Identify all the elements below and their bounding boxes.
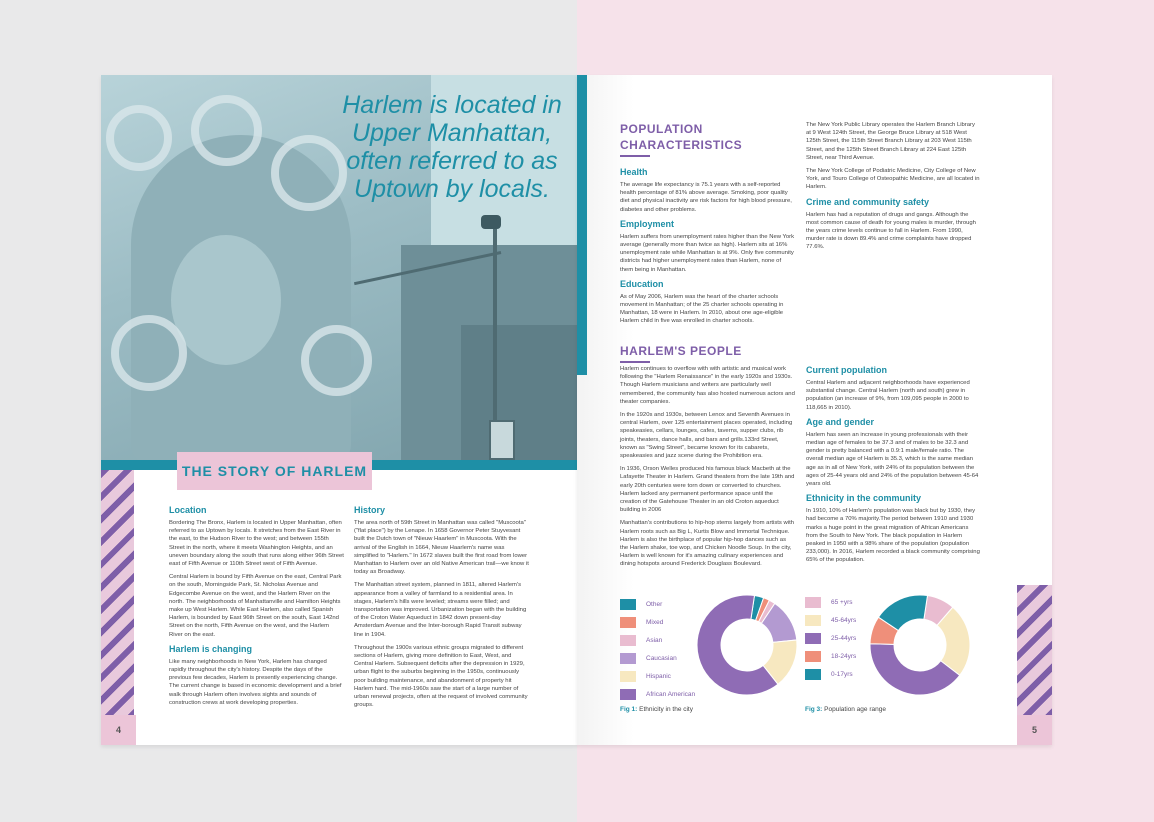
subheading: Location [169,505,207,515]
legend-label: African American [646,691,696,698]
body-paragraph: Harlem has seen an increase in young professionals with their median age of females to be 37.3 and of males to be 32.3 and gender is pretty balanced with a 0.9:1 male/female ratio. The overall median age of Harlem is 35.3, which is the same median age as in all of New York, with 24% of its population between the ages of 25-44 years old and 24% of the population between 45-64 years old. [806,431,979,488]
pull-quote: Harlem is located in Upper Manhattan, often referred to as Uptown by locals. [342,91,562,203]
right-column-4 [806,365,981,570]
age-donut-chart [865,590,975,700]
page-number: 4 [101,715,136,745]
right-column-1 [620,167,795,331]
fig1-caption: Fig 1: Ethnicity in the city [620,706,693,713]
right-page [577,75,1052,745]
legend-label: 18-24yrs [831,653,857,660]
body-paragraph: The average life expectancy is 75.1 years with a self-reported health percentage of 81% above average. Smoking, poor quality diet and physical inactivity are risk factors for high blood pressure, diabetes and other problems. [620,182,792,213]
subheading: Harlem is changing [169,643,253,654]
subheading: Employment [620,218,675,229]
legend-swatch [805,651,821,662]
body-paragraph: Harlem suffers from unemployment rates higher than the New York average (generally more than twice as high). Harlem sits at 16% unemployment rate while Manhattan is at 9%. Only five community districts had higher unemployment rates than Harlem, none of them being in Manhattan. [620,233,795,273]
right-column-3 [620,365,795,574]
legend-swatch [805,597,821,608]
legend-label: 25-44yrs [831,635,857,642]
people-title: HARLEM'S PEOPLE [620,343,790,363]
legend-swatch [620,617,636,628]
body-paragraph: Central Harlem is bound by Fifth Avenue on the east, Central Park on the south, Morningside Park, St. Nicholas Avenue and Edgecombe Avenue on the west, and the Harlem River on the north. The neighborhoods of Manhattanville and Hamilton Heights make up West Harlem. While East Harlem, also called Spanish Harlem, is bounded by East 96th Street on the south, East 142nd Street on the north, Fifth Avenue on the west, and the Harlem River on the east. [169,574,342,638]
body-paragraph: In 1910, 10% of Harlem's population was black but by 1930, they had become a 70% majority.The period between 1910 and 1930 marks a huge point in the great migration of African Americans from the South to New York. The black population in Harlem peaked in 1950 with a 98% share of the population (population 233,000). In 2016, Harlem recorded a black community comprising 65% of the population. [806,508,980,564]
legend-label: 65 +yrs [831,599,853,606]
subheading: Ethnicity in the community [806,493,922,504]
body-paragraph: Bordering The Bronx, Harlem is located in Upper Manhattan, often referred to as Uptown by locals. It stretches from the East River in the east, to the Hudson River to the west; and between 155th Street in the north, where it meets Washington Heights, and an uneven boundary along the south that runs along either 96th Street east of Fifth Avenue or 110th Street west of Fifth Avenue. [169,520,344,568]
legend-swatch [805,633,821,644]
legend-swatch [620,599,636,610]
legend-label: Hispanic [646,673,671,680]
legend-swatch [620,671,636,682]
left-column-2 [354,505,529,714]
legend-label: Mixed [646,619,664,626]
subheading: History [354,505,386,515]
section-title: THE STORY OF HARLEM [177,452,372,490]
body-paragraph: In 1936, Orson Welles produced his famous black Macbeth at the Lafayette Theater in Harlem. Grand theaters from the late 19th and early 20th centuries were torn down or converted to churches. Harlem lacked any permanent performance space until the creation of the Gatehouse Theater in an old Croton aqueduct building in 2006 [620,466,795,514]
subheading: Health [620,167,648,177]
legend-label: 0-17yrs [831,671,853,678]
body-paragraph: Harlem has had a reputation of drugs and gangs. Although the most common cause of death for young males is murder, through the years crime levels continue to fall in Harlem. From 1990, murder rate is down 89.4% and crime complaints have dropped 77.6%. [806,211,976,251]
fig3-caption: Fig 3: Population age range [805,706,886,713]
legend-label: Other [646,601,663,608]
right-column-2 [806,121,981,257]
subheading: Crime and community safety [806,196,930,207]
body-paragraph: The New York Public Library operates the Harlem Branch Library at 9 West 124th Street, the George Bruce Library at 518 West 125th Street, the 115th Street Branch Library at 203 West 115th Street, and the 125th Street Branch Library at 224 East 125th Street, near Third Avenue. [806,122,975,161]
ethnicity-donut-chart [692,590,802,700]
subheading: Age and gender [806,416,875,427]
population-title: POPULATION CHARACTERISTICS [620,121,790,157]
subheading: Education [620,278,664,289]
body-paragraph: Central Harlem and adjacent neighborhoods have experienced substantial change. Central Harlem (north and south) grew in population (an increase of 9%, from 109,095 people in 2000 to 118,665 in 2010). [806,380,970,411]
decorative-stripes [101,470,134,745]
body-paragraph: The area north of 59th Street in Manhattan was called "Muscoota" ("flat place") by the Lenape. In 1658 Governor Peter Stuyvesant built the Dutch town of "Nieuw Haarlem" in Muscoota. With the arrival of the English in 1664, Nieuw Haarlem's name was simplified to "Harlem." In 1672 slaves built the first road from lower Manhattan to Harlem over an old Native American trail—we know it today as Broadway. [354,520,529,576]
legend-swatch [805,669,821,680]
left-page [101,75,577,745]
subheading: Current population [806,365,887,375]
legend-label: Asian [646,637,663,644]
divider-band [577,75,587,375]
legend-label: Caucasian [646,655,677,662]
body-paragraph: The Manhattan street system, planned in 1811, altered Harlem's appearance from a valley of farmland to a residential area. In stages, Harlem's hills were leveled; streams were filled; and transportation was improved. Urbanization began with the building of the Croton Water Aqueduct in 1842 down present-day Amsterdam Avenue and the Inter-borough Rapid Transit subway line in 1904. [354,582,527,638]
legend-label: 45-64yrs [831,617,857,624]
body-paragraph: Harlem continues to overflow with with artistic and musical work following the "Harlem Renaissance" in the early 1920s and 1930s. Though Harlem musicians and writers are particularly well remembered, the community has also hosted numerous actors and theater companies. [620,366,795,405]
legend-swatch [620,689,636,700]
body-paragraph: Throughout the 1900s various ethnic groups migrated to different sections of Harlem, giving more definition to East, West, and Central Harlem. Subsequent deficits after the depression in 1929, urban flight to the suburbs beginning in the 1950s, continuously poor building maintenance, and abandonment of property hit Harlem hard. The mid-1960s saw the start of a large number of urban renewal projects, often at the request of involved community groups. [354,644,528,709]
legend-swatch [805,615,821,626]
body-paragraph: In the 1920s and 1930s, between Lenox and Seventh Avenues in central Harlem, over 125 entertainment places operated, including speakeasies, cellars, lounges, cafes, taverns, supper clubs, rib joints, theaters, dance halls, and bars and grills.133rd Street, known as "Swing Street", became known for its cabarets, speakeasies and jazz scene during the Prohibition era. [620,412,793,460]
legend-swatch [620,653,636,664]
legend-swatch [620,635,636,646]
body-paragraph: Like many neighborhoods in New York, Harlem has changed rapidly throughout the city's history. Despite the days of the previous few decades, Harlem is presently experiencing change. The current change is based in economic development and a brief walk through Harlem often involves sights and sounds of construction crews at work developing properties. [169,658,342,706]
page-number: 5 [1017,715,1052,745]
left-column-1 [169,505,344,712]
body-paragraph: As of May 2006, Harlem was the heart of the charter schools movement in Manhattan; of the 25 charter schools operating in Manhattan, 18 were in Harlem. In 2010, about one age-eligible Harlem child in five was enrolled in charter schools. [620,293,784,325]
body-paragraph: Manhattan's contributions to hip-hop stems largely from artists with Harlem roots such as Big L, Kurtis Blow and Immortal Technique. Harlem is also the birthplace of popular hip-hop dances such as the Harlem shake, toe wop, and Chicken Noodle Soup. In the city, Harlem is well known for it's amazing culinary experiences and dining hotspots around Frederick Douglass Boulevard. [620,520,794,568]
body-paragraph: The New York College of Podiatric Medicine, City College of New York, and Touro College of Osteopathic Medicine, are all located in Harlem. [806,168,980,191]
